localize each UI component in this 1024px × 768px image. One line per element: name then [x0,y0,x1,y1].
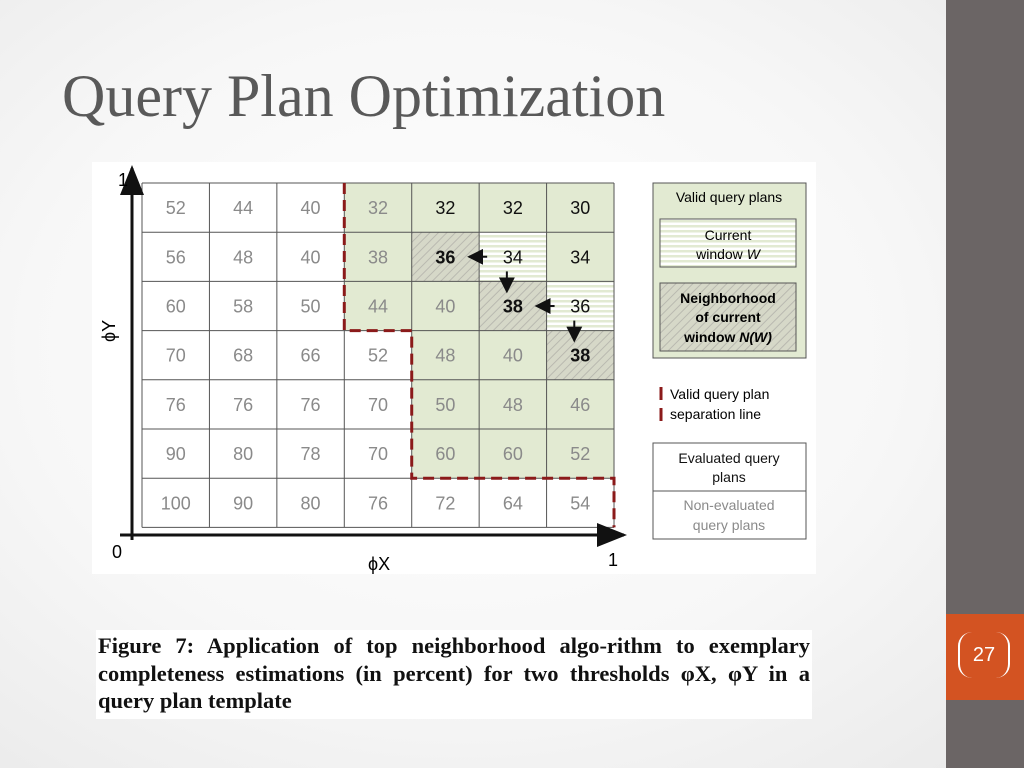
origin-label: 0 [112,542,123,562]
grid-value: 44 [233,198,254,219]
grid-value: 76 [165,394,186,415]
grid-value: 50 [435,394,456,415]
legend-non-evaluated-line2: query plans [692,517,766,533]
grid-value: 76 [300,394,321,415]
grid-value: 54 [570,493,591,514]
grid-value: 60 [165,296,186,317]
grid-value: 30 [570,198,591,219]
legend-neighborhood-line2: of current [695,309,761,325]
grid-value: 70 [367,394,389,415]
grid-value: 60 [435,444,456,465]
grid-value: 80 [233,444,254,465]
grid-value: 48 [502,394,523,415]
legend-valid-label: Valid query plans [675,189,783,205]
grid-value: 46 [570,394,591,415]
legend-evaluated-line2: plans [712,469,746,485]
legend-neighborhood-line1: Neighborhood [680,290,776,306]
grid-value: 70 [165,345,186,366]
legend-non-evaluated-line1: Non-evaluated [683,497,775,513]
grid-value: 100 [160,493,191,514]
grid-value: 72 [435,493,456,514]
grid-value: 36 [435,247,456,268]
slide-title: Query Plan Optimization [62,63,666,129]
y-axis-label: ϕY [99,319,119,342]
grid-value: 40 [502,345,523,366]
grid-value: 38 [502,296,523,317]
legend-current-window-line2: window W [696,246,760,262]
grid-value: 38 [367,247,389,268]
grid-value: 70 [367,444,389,465]
grid-value: 90 [233,493,254,514]
legend-neighborhood-line3: window N(W) [684,329,772,345]
grid-value: 90 [165,444,186,465]
grid-value: 32 [502,198,523,219]
grid-value: 76 [233,394,254,415]
x-axis-max: 1 [608,550,619,570]
grid-value: 38 [570,345,591,366]
y-axis-max: 1 [118,170,129,190]
page-number: 27 [958,632,1010,678]
grid-value: 52 [570,444,591,465]
legend-separation-line1: Valid query plan [670,386,770,402]
grid-value: 76 [367,493,389,514]
grid-value: 48 [435,345,456,366]
legend-separation-line2: separation line [670,406,762,422]
legend-current-window-line1: Current [704,227,752,243]
grid-value: 68 [233,345,254,366]
grid-value: 52 [367,345,389,366]
grid-value: 60 [502,444,523,465]
grid-value: 78 [300,444,321,465]
grid-value: 52 [165,198,186,219]
grid-value: 32 [367,198,389,219]
grid-value: 66 [300,345,321,366]
grid-value: 40 [435,296,456,317]
grid-value: 36 [570,296,591,317]
grid-value: 32 [435,198,456,219]
grid-value: 44 [367,296,389,317]
figure-caption: Figure 7: Application of top neighborhood algo-rithm to exemplary completeness estimations (in percent) for two thresholds φX, φY in a query plan template [96,630,812,719]
grid-value: 56 [165,247,186,268]
grid-value: 80 [300,493,321,514]
grid-value: 34 [502,247,523,268]
grid-value: 58 [233,296,254,317]
grid-value: 48 [233,247,254,268]
grid-value: 64 [502,493,523,514]
grid-value: 40 [300,247,321,268]
grid-value: 50 [300,296,321,317]
grid-value: 40 [300,198,321,219]
x-axis-label: ϕX [368,554,391,574]
legend-evaluated-line1: Evaluated query [678,450,780,466]
grid-value: 34 [570,247,591,268]
